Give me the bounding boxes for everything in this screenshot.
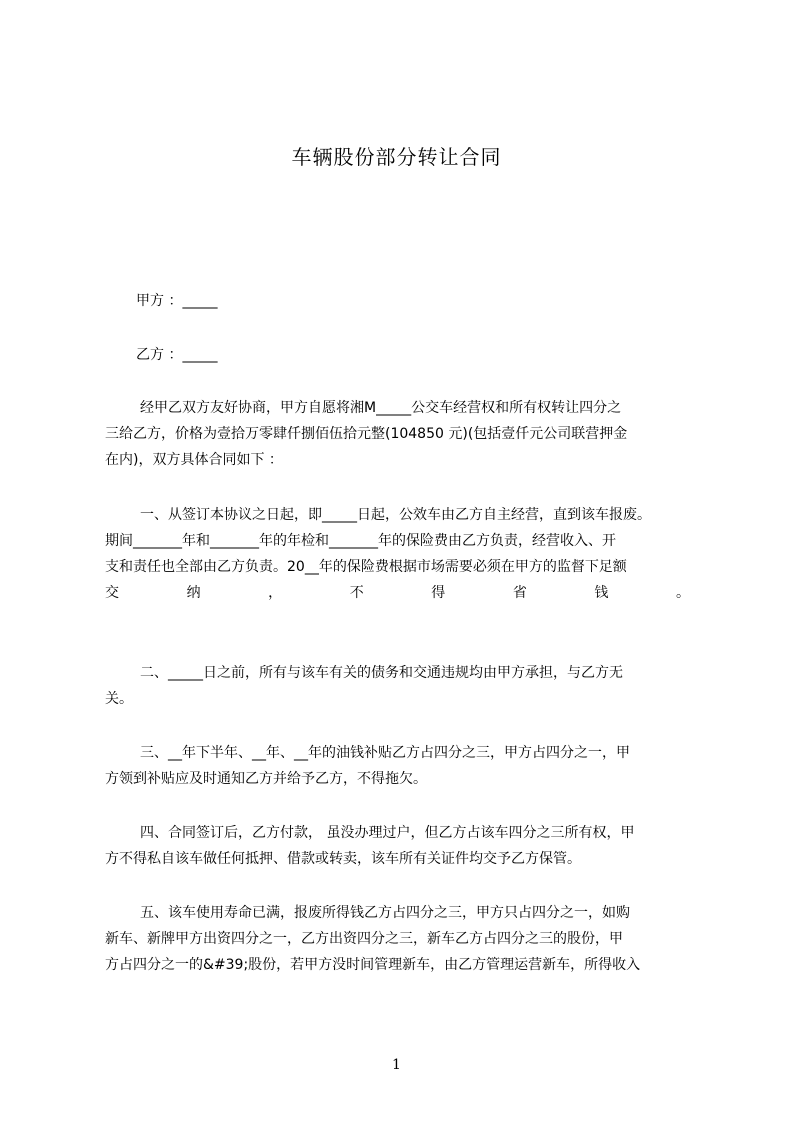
- clause1-line-2: 期间_______年和_______年的年检和_______年的保险费由乙方负责，经营收入、开: [105, 533, 616, 549]
- clause2-line-1: 二、_____日之前，所有与该车有关的债务和交通违规均由甲方承担，与乙方无: [140, 665, 623, 681]
- intro-line-3: 在内)，双方具体合同如下 ：: [105, 452, 283, 468]
- spread-char: 省: [512, 585, 527, 601]
- spread-char: 钱: [594, 585, 609, 601]
- clause4-line-1: 四、合同签订后，乙方付款， 虽没办理过户，但乙方占该车四分之三所有权，甲: [140, 825, 635, 841]
- clause3-line-2: 方领到补贴应及时通知乙方并给予乙方，不得拖欠。: [105, 771, 427, 787]
- clause5-line-3: 方占四分之一的&#39;股份，若甲方没时间管理新车，由乙方管理运营新车，所得收入: [105, 957, 641, 973]
- party-b-line: 乙方 ：_____: [136, 347, 218, 363]
- clause4-line-2: 方不得私自该车做任何抵押、借款或转卖，该车所有关证件均交予乙方保管。: [105, 851, 581, 867]
- spread-char: 得: [431, 585, 446, 601]
- clause1-line-4: [105, 583, 690, 603]
- page-number: 1: [392, 1057, 401, 1073]
- clause2-line-2: 关。: [105, 691, 133, 707]
- intro-line-2: 三给乙方，价格为壹拾万零肆仟捌佰伍拾元整(104850 元)(包括壹仟元公司联营押金: [105, 426, 628, 442]
- party-a-line: 甲方 ：_____: [136, 293, 218, 309]
- spread-char: 不: [349, 585, 364, 601]
- spread-char: 。: [675, 585, 690, 601]
- spread-char: 交: [105, 585, 119, 601]
- clause1-line-3: 支和责任也全部由乙方负责。20__年的保险费根据市场需要必须在甲方的监督下足额: [105, 559, 627, 575]
- spread-char: ，: [268, 585, 283, 601]
- clause5-line-2: 新车、新牌甲方出资四分之一，乙方出资四分之三，新车乙方占四分之三的股份，甲: [105, 931, 623, 947]
- clause3-line-1: 三、__年下半年、__年、__年的油钱补贴乙方占四分之三，甲方占四分之一，甲: [140, 745, 630, 761]
- document-title: 车辆股份部分转让合同: [291, 145, 502, 169]
- intro-line-1: 经甲乙双方友好协商，甲方自愿将湘M_____公交车经营权和所有权转让四分之: [140, 400, 622, 416]
- clause5-line-1: 五、该车使用寿命已满，报废所得钱乙方占四分之三，甲方只占四分之一，如购: [140, 905, 630, 921]
- clause1-line-1: 一、从签订本协议之日起，即_____日起，公效车由乙方自主经营，直到该车报废。: [140, 507, 651, 523]
- spread-char: 纳: [186, 585, 201, 601]
